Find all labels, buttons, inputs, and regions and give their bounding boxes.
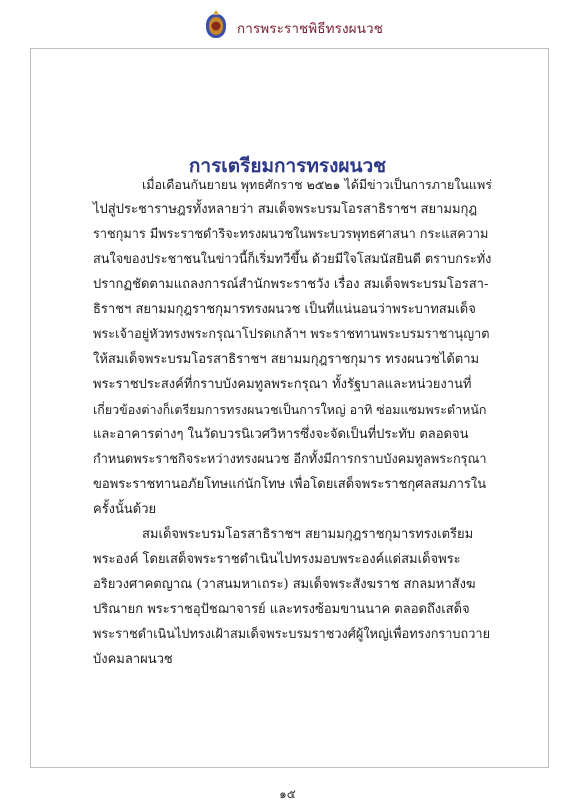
- text-line: และอาคารต่างๆ ในวัดบวรนิเวศวิหารซึ่งจะจัดเป็นที่ประทับ ตลอดจน: [93, 427, 469, 442]
- page-number: ๑๕: [279, 787, 296, 801]
- paragraph: [93, 172, 493, 522]
- text-line: อริยวงศาคตญาณ (วาสนมหาเถระ) สมเด็จพระสังฆราช สกลมหาสังฆ: [93, 577, 476, 592]
- text-line: ให้สมเด็จพระบรมโอรสาธิราชฯ สยามมกุฎราชกุมาร ทรงผนวชได้ตาม: [93, 352, 480, 367]
- text-line: ขอพระราชทานอภัยโทษแก่นักโทษ เพื่อโดยเสด็จพระราชกุศลสมภารใน: [93, 477, 487, 492]
- header-title: การพระราชพิธีทรงผนวช: [237, 21, 383, 37]
- text-line: กำหนดพระราชกิจระหว่างทรงผนวช อีกทั้งมีการกราบบังคมทูลพระกรุณา: [93, 452, 487, 467]
- text-line: เมื่อเดือนกันยายน พุทธศักราช ๒๕๒๑ ได้มีข่าวเป็นการภายในแพร่: [142, 177, 492, 192]
- text-line: พระเจ้าอยู่หัวทรงพระกรุณาโปรดเกล้าฯ พระราชทานพระบรมราชานุญาต: [93, 327, 490, 342]
- text-line: พระราชดำเนินไปทรงเฝ้าสมเด็จพระบรมราชวงศ์ผู้ใหญ่เพื่อทรงกราบถวาย: [93, 627, 491, 642]
- document-body: [93, 172, 493, 672]
- text-line: ธิราชฯ สยามมกุฎราชกุมารทรงผนวช เป็นที่แน่นอนว่าพระบาทสมเด็จ: [93, 302, 476, 317]
- text-line: ปริณายก พระราชอุปัชฌาจารย์ และทรงซ้อมขานนาค ตลอดถึงเสด็จ: [93, 602, 470, 617]
- paragraph: [93, 522, 493, 672]
- text-line: ราชกุมาร มีพระราชดำริจะทรงผนวชในพระบวรพุทธศาสนา กระแสความ: [93, 227, 489, 242]
- text-line: บังคมลาผนวช: [93, 652, 173, 667]
- text-line: สนใจของประชาชนในข่าวนี้ก็เริ่มทวีขึ้น ด้วยมีใจโสมนัสยินดี ตราบกระทั่ง: [93, 252, 492, 267]
- page-header: [0, 0, 575, 40]
- text-line: ครั้งนั้นด้วย: [93, 502, 157, 517]
- text-line: พระราชประสงค์ที่กราบบังคมทูลพระกรุณา ทั้งรัฐบาลและหน่วยงานที่: [93, 377, 472, 392]
- text-line: ไปสู่ประชาราษฎรทั้งหลายว่า สมเด็จพระบรมโอรสาธิราชฯ สยามมกุฎ: [93, 202, 478, 217]
- text-line: เกี่ยวข้องต่างก็เตรียมการทรงผนวชเป็นการใหญ่ อาทิ ซ่อมแซมพระตำหนัก: [93, 402, 487, 417]
- text-line: พระองค์ โดยเสด็จพระราชดำเนินไปทรงมอบพระองค์แด่สมเด็จพระ: [93, 552, 461, 567]
- text-line: สมเด็จพระบรมโอรสาธิราชฯ สยามมกุฎราชกุมารทรงเตรียม: [142, 527, 474, 542]
- text-line: ปรากฏชัดตามแถลงการณ์สำนักพระราชวัง เรื่อง สมเด็จพระบรมโอรสา-: [93, 277, 489, 292]
- document-title: การเตรียมการทรงผนวช: [188, 155, 387, 177]
- royal-emblem-icon: [203, 10, 229, 40]
